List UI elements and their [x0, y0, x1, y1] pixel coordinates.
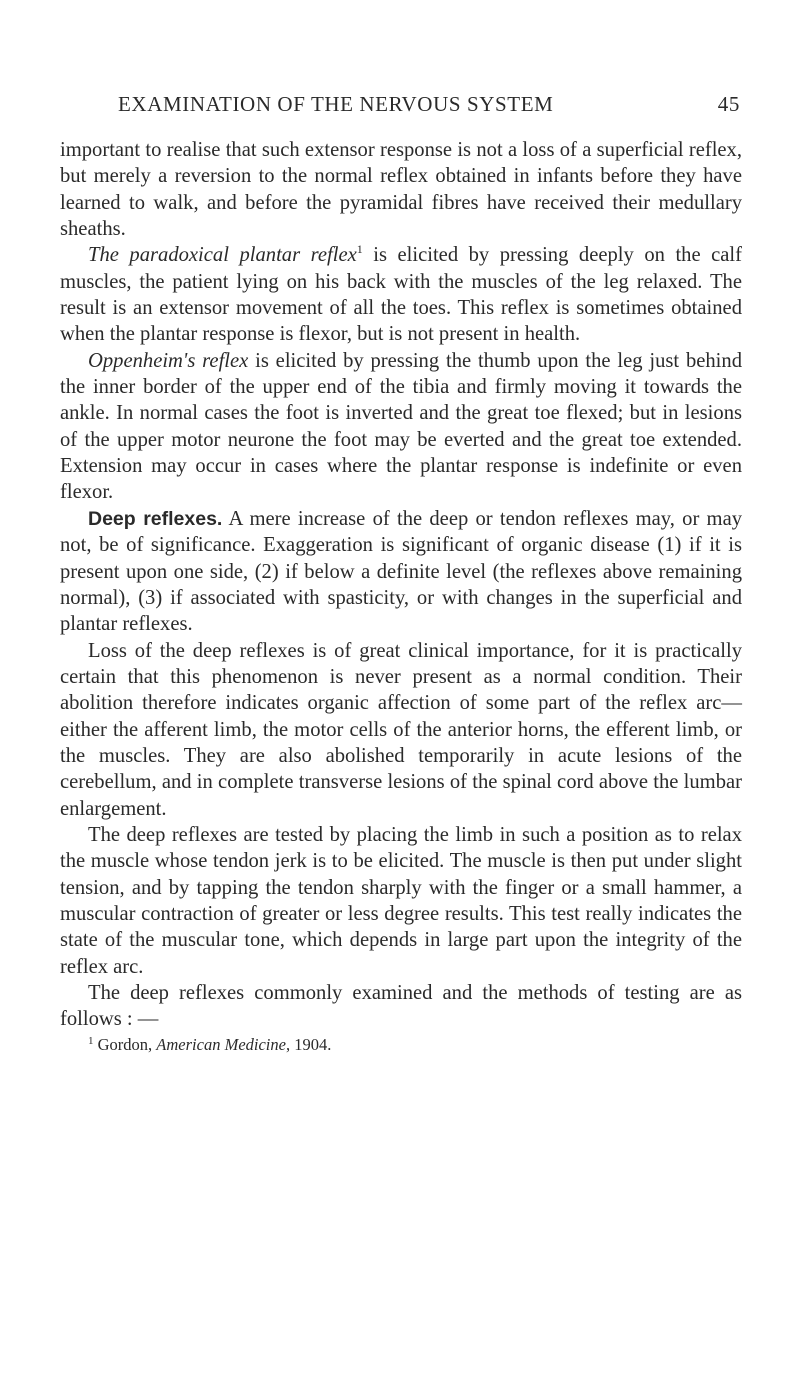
- paragraph-oppenheims-reflex: [60, 348, 742, 506]
- section-heading-deep-reflexes: Deep reflexes.: [88, 507, 223, 530]
- footnote-reference: 1: [356, 242, 363, 257]
- paragraph-reflexes-examined: The deep reflexes commonly examined and the methods of testing are as follows : —: [60, 982, 742, 1031]
- footnote-mark: 1: [88, 1034, 94, 1047]
- paragraph-extensor-response: important to realise that such extensor response is not a loss of a superficial reflex, but merely a reversion to the normal reflex obtained in infants before they have learned to walk, and before the pyramidal fibres have received their medullary sheaths.: [60, 139, 742, 241]
- footnote: [60, 1034, 742, 1056]
- running-head: [118, 92, 740, 122]
- page-number: 45: [717, 92, 740, 116]
- paragraph-testing-deep-reflexes: The deep reflexes are tested by placing the limb in such a position as to relax the muscle whose tendon jerk is to be elicited. The muscle is then put under slight tension, and by tapping the tendon sharply with the finger or a small hammer, a muscular contraction of greater or less degree results. This test really indicates the state of the muscular tone, which depends in large part upon the integrity of the reflex arc.: [60, 823, 742, 978]
- term-oppenheims-reflex: Oppenheim's reflex: [88, 349, 249, 372]
- footnote-year: , 1904.: [285, 1034, 332, 1054]
- paragraph-text: A mere increase of the deep or tendon reflexes may, or may not, be of significance. Exaggeration is significant of organic disease (1) if it is present upon one side, (2) if below a definite level (the reflexes above remaining normal), (3) if associated with spasticity, or with changes in the superficial and plantar reflexes.: [60, 507, 743, 636]
- paragraph-loss-of-deep-reflexes: Loss of the deep reflexes is of great clinical importance, for it is practically certain that this phenomenon is never present as a normal condition. Their abolition therefore indicates organic affection of some part of the reflex arc—either the afferent limb, the motor cells of the anterior horns, the efferent limb, or the muscles. They are also abolished temporarily in acute lesions of the cerebellum, and in complete transverse lesions of the spinal cord above the lumbar enlargement.: [60, 639, 742, 820]
- paragraph-text: is elicited by pressing the thumb upon the leg just behind the inner border of the upper end of the tibia and firmly moving it towards the ankle. In normal cases the foot is inverted and the great toe flexed; but in lesions of the upper motor neurone the foot may be everted and the great toe extended. Extension may occur in cases where the plantar response is indefinite or even flexor.: [60, 349, 742, 504]
- body-text: [60, 137, 742, 1056]
- paragraph-paradoxical-plantar-reflex: [60, 242, 742, 347]
- paragraph-text: is elicited by pressing deeply on the calf muscles, the patient lying on his back with the muscles of the leg relaxed. The result is an extensor movement of all the toes. This reflex is sometimes obtained when the plantar response is flexor, but is not present in health.: [60, 244, 742, 346]
- footnote-author: Gordon,: [93, 1034, 157, 1054]
- paragraph-deep-reflexes: [60, 506, 742, 638]
- running-title: EXAMINATION OF THE NERVOUS SYSTEM: [118, 92, 554, 116]
- term-paradoxical-plantar-reflex: The paradoxical plantar reflex: [88, 244, 357, 267]
- footnote-source: American Medicine: [156, 1034, 286, 1054]
